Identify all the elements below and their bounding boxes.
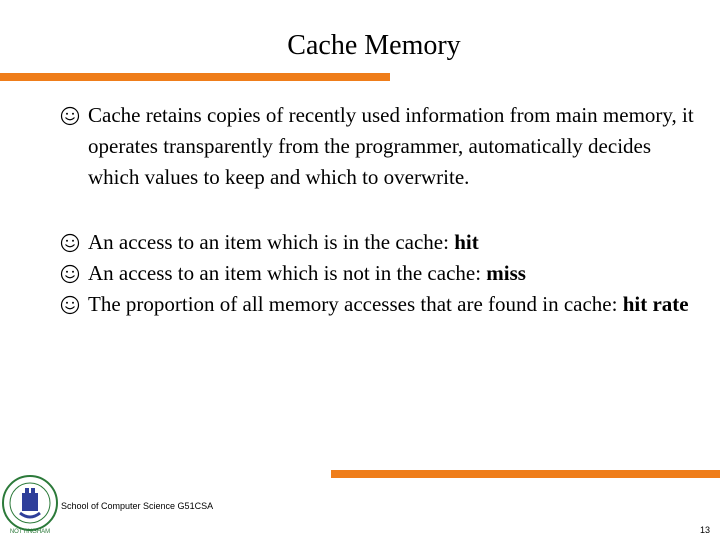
bullet-text: An access to an item which is in the cache: [88,230,455,254]
smiley-face-icon [60,295,80,315]
bullet-hit-rate [60,289,700,320]
bullet-text: The proportion of all memory accesses that are found in cache: [88,292,623,316]
title-underline [0,73,390,81]
university-seal-logo [0,466,58,540]
bullet-list [60,100,700,320]
term-hit: hit [454,230,479,254]
term-miss: miss [486,261,526,285]
bullet-miss [60,258,700,289]
logo-text: NOTTINGHAM [9,529,51,535]
footer-course-label: School of Computer Science G51CSA [61,501,214,511]
smiley-face-icon [60,233,80,253]
smiley-face-icon [60,264,80,284]
footer-rule [331,470,720,478]
bullet-cache-definition [60,100,700,193]
slide-title: Cache Memory [287,30,461,61]
term-hit-rate: hit rate [622,292,689,316]
page-number: 13 [699,525,710,535]
bullet-hit [60,227,700,258]
bullet-text: An access to an item which is not in the cache: [88,261,487,285]
smiley-face-icon [60,106,80,126]
bullet-text: Cache retains copies of recently used information from main memory, it operates transparently from the programmer, automatically decides which values to keep and which to overwrite. [88,103,694,189]
